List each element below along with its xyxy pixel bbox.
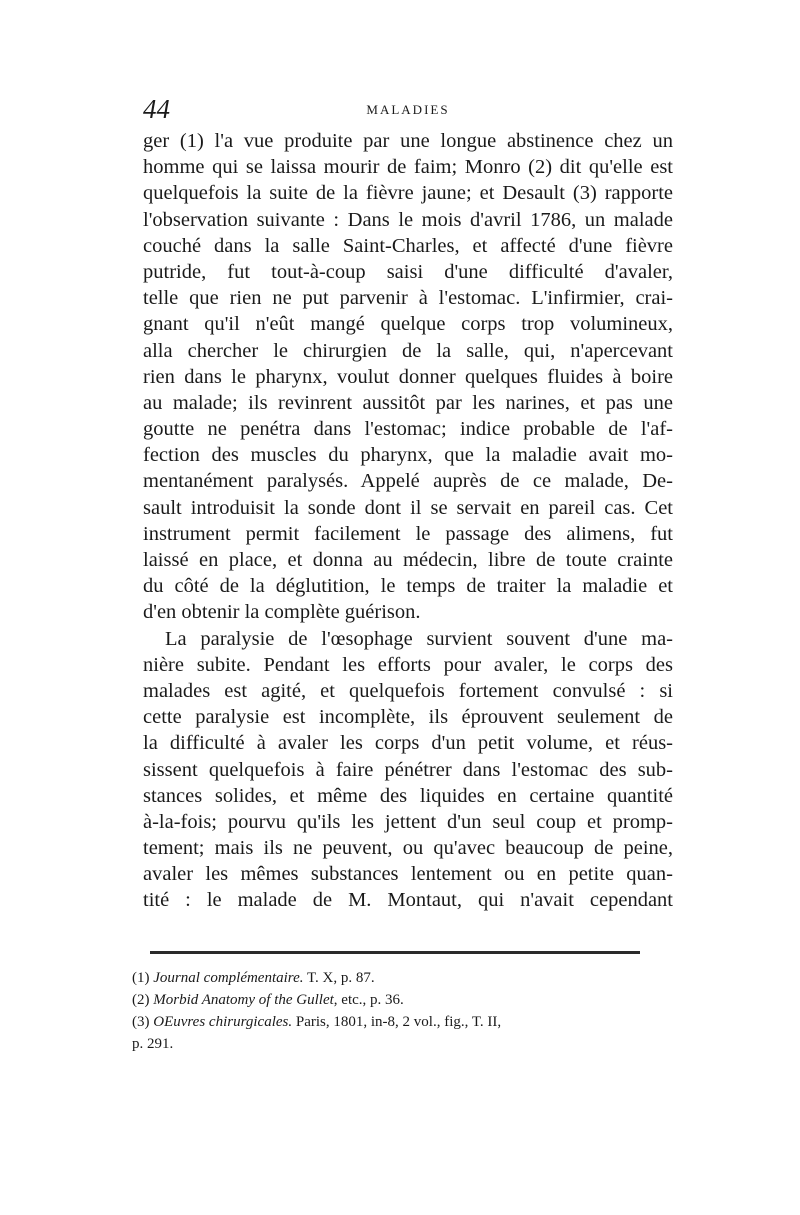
text-line: avaler les mêmes substances lentement ou en petite quan-	[143, 863, 673, 886]
footnote-separator-rule	[150, 951, 640, 954]
text-line: gnant qu'il n'eût mangé quelque corps trop volumineux,	[143, 313, 673, 336]
footnote-mark: (2)	[132, 992, 150, 1008]
footnote-text: Paris, 1801, in-8, 2 vol., fig., T. II,	[292, 1014, 502, 1030]
page-number: 44	[143, 94, 170, 124]
text-line: fection des muscles du pharynx, que la maladie avait mo-	[143, 444, 673, 467]
footnotes	[132, 967, 677, 1055]
text-line: tité : le malade de M. Montaut, qui n'avait cependant	[143, 889, 673, 912]
text-line: stances solides, et même des liquides en certaine quantité	[143, 784, 673, 807]
footnote-text: , etc., p. 36.	[333, 992, 404, 1008]
body-text	[143, 128, 673, 914]
text-line: ger (1) l'a vue produite par une longue abstinence chez un	[143, 130, 673, 152]
paragraph-start-line: La paralysie de l'œsophage survient souvent d'une ma-	[165, 627, 673, 650]
text-line: la difficulté à avaler les corps d'un petit volume, et réus-	[143, 732, 673, 755]
footnote-text: p. 291.	[132, 1036, 174, 1052]
footnote-text: T. X, p. 87.	[303, 970, 375, 986]
footnote	[132, 967, 677, 989]
footnote-title: Morbid Anatomy of the Gullet	[153, 992, 334, 1008]
footnote-title: OEuvres chirurgicales.	[153, 1014, 293, 1030]
text-line: quelquefois la suite de la fièvre jaune; et Desault (3) rapporte	[143, 182, 673, 205]
text-line: homme qui se laissa mourir de faim; Monro (2) dit qu'elle est	[143, 156, 673, 179]
text-line: putride, fut tout-à-coup saisi d'une difficulté d'avaler,	[143, 260, 673, 283]
text-line: laissé en place, et donna au médecin, libre de toute crainte	[143, 549, 673, 571]
text-line: malades est agité, et quelquefois fortement convulsé : si	[143, 679, 673, 702]
footnote-mark: (1)	[132, 970, 150, 986]
text-line: rien dans le pharynx, voulut donner quelques fluides à boire	[143, 365, 673, 388]
text-line: instrument permit facilement le passage des alimens, fut	[143, 522, 673, 545]
text-line: goutte ne penétra dans l'estomac; indice probable de l'af-	[143, 418, 673, 441]
text-line: sissent quelquefois à faire pénétrer dans l'estomac des sub-	[143, 758, 673, 781]
footnote-mark: (3)	[132, 1014, 150, 1030]
footnote	[132, 1011, 677, 1033]
text-line: couché dans la salle Saint-Charles, et affecté d'une fièvre	[143, 234, 673, 257]
text-line: cette paralysie est incomplète, ils éprouvent seulement de	[143, 706, 673, 729]
text-line: au malade; ils revinrent aussitôt par les narines, et pas une	[143, 391, 673, 414]
text-line: alla chercher le chirurgien de la salle, qui, n'apercevant	[143, 339, 673, 362]
text-line: à-la-fois; pourvu qu'ils les jettent d'un seul coup et promp-	[143, 810, 673, 833]
text-line: tement; mais ils ne peuvent, ou qu'avec beaucoup de peine,	[143, 837, 673, 860]
text-line: du côté de la déglutition, le temps de traiter la maladie et	[143, 575, 673, 598]
page-header	[143, 94, 673, 128]
footnote	[132, 989, 677, 1011]
text-line: d'en obtenir la complète guérison.	[143, 601, 421, 624]
footnote-title: Journal complémentaire.	[153, 970, 304, 986]
footnote-continuation	[132, 1033, 677, 1055]
running-head: MALADIES	[366, 102, 450, 117]
text-line: nière subite. Pendant les efforts pour avaler, le corps des	[143, 653, 673, 676]
text-line: mentanément paralysés. Appelé auprès de ce malade, De-	[143, 470, 673, 493]
text-line: sault introduisit la sonde dont il se servait en pareil cas. Cet	[143, 496, 673, 519]
text-line: telle que rien ne put parvenir à l'estomac. L'infirmier, crai-	[143, 287, 673, 310]
text-line: l'observation suivante : Dans le mois d'avril 1786, un malade	[143, 208, 673, 231]
